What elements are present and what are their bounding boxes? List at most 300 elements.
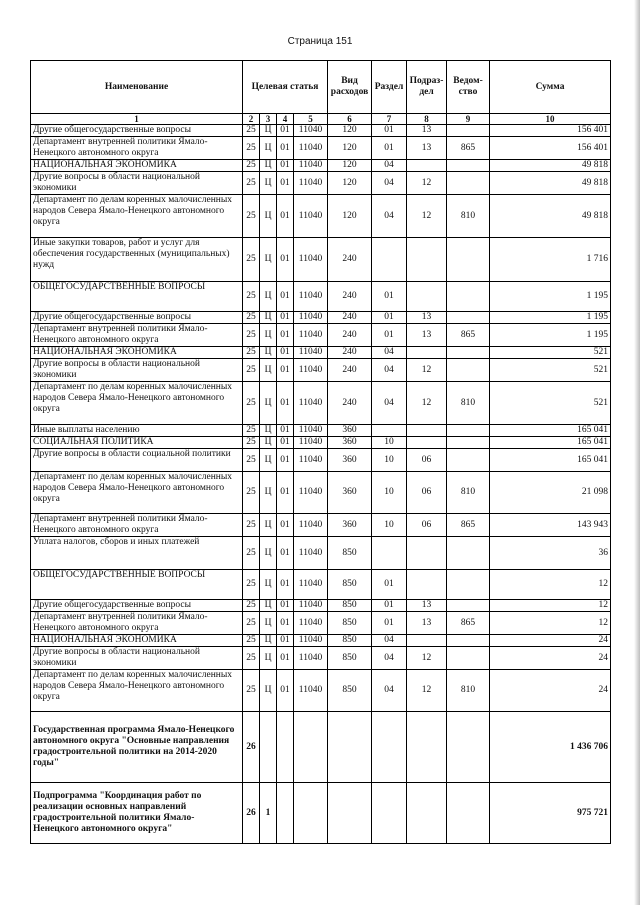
row-code-cell: Ц (260, 537, 277, 570)
row-code-cell: 11040 (294, 125, 328, 137)
row-code-cell: 12 (407, 359, 447, 382)
row-code-cell: 25 (243, 238, 260, 282)
row-code-cell (260, 712, 277, 783)
header-subsection: Подраз- дел (407, 61, 447, 114)
row-code-cell: 850 (328, 537, 372, 570)
row-code-cell (447, 172, 490, 195)
row-code-cell: Ц (260, 514, 277, 537)
row-code-cell: 11040 (294, 137, 328, 160)
row-name-cell: Департамент по делам коренных малочисленных народов Севера Ямало-Ненецкого автономного округа (31, 195, 243, 238)
row-code-cell: 11040 (294, 172, 328, 195)
row-name-cell: Иные выплаты населению (31, 425, 243, 437)
row-name-cell: НАЦИОНАЛЬНАЯ ЭКОНОМИКА (31, 347, 243, 359)
row-code-cell: 04 (372, 359, 407, 382)
row-name-cell: Иные закупки товаров, работ и услуг для обеспечения государственных (муниципальных) нужд (31, 238, 243, 282)
row-code-cell: 06 (407, 514, 447, 537)
row-code-cell: 25 (243, 670, 260, 712)
row-sum-cell: 165 041 (490, 425, 611, 437)
row-code-cell: 01 (372, 600, 407, 612)
row-name-cell: Подпрограмма "Координация работ по реализации основных направлений градостроительной политики Ямало-Ненецкого автономного округа" (31, 783, 243, 844)
row-code-cell: 01 (277, 425, 294, 437)
row-code-cell: Ц (260, 137, 277, 160)
row-code-cell: 10 (372, 449, 407, 472)
table-row (31, 382, 611, 425)
row-code-cell: 01 (277, 137, 294, 160)
row-sum-cell: 1 195 (490, 324, 611, 347)
row-code-cell: 25 (243, 160, 260, 172)
row-sum-cell: 49 818 (490, 160, 611, 172)
row-sum-cell: 156 401 (490, 125, 611, 137)
row-code-cell: 01 (277, 195, 294, 238)
row-sum-cell: 521 (490, 359, 611, 382)
row-code-cell: 11040 (294, 472, 328, 514)
row-code-cell: 01 (277, 347, 294, 359)
table-row (31, 359, 611, 382)
row-code-cell: 240 (328, 282, 372, 312)
row-code-cell: Ц (260, 282, 277, 312)
row-code-cell: 25 (243, 359, 260, 382)
row-code-cell: 01 (277, 282, 294, 312)
row-code-cell: 11040 (294, 359, 328, 382)
table-row (31, 437, 611, 449)
row-name-cell: НАЦИОНАЛЬНАЯ ЭКОНОМИКА (31, 160, 243, 172)
row-sum-cell: 156 401 (490, 137, 611, 160)
row-code-cell (372, 425, 407, 437)
row-code-cell: 25 (243, 347, 260, 359)
row-code-cell (407, 238, 447, 282)
budget-table (30, 60, 611, 844)
row-sum-cell: 1 436 706 (490, 712, 611, 783)
row-sum-cell: 975 721 (490, 783, 611, 844)
row-sum-cell: 1 195 (490, 312, 611, 324)
row-code-cell: 120 (328, 195, 372, 238)
page-header: Страница 151 (287, 36, 353, 47)
header-expense-type: Вид расходов (328, 61, 372, 114)
row-code-cell: 01 (277, 472, 294, 514)
row-sum-cell: 143 943 (490, 514, 611, 537)
row-code-cell (372, 238, 407, 282)
row-code-cell: Ц (260, 312, 277, 324)
row-name-cell: Другие вопросы в области национальной экономики (31, 172, 243, 195)
row-code-cell (447, 537, 490, 570)
row-code-cell: 810 (447, 472, 490, 514)
row-code-cell: 12 (407, 647, 447, 670)
row-code-cell: 1 (260, 783, 277, 844)
row-code-cell: 360 (328, 425, 372, 437)
row-name-cell: Другие вопросы в области национальной экономики (31, 647, 243, 670)
row-sum-cell: 49 818 (490, 172, 611, 195)
column-number: 9 (447, 114, 490, 125)
table-row (31, 635, 611, 647)
row-name-cell: Департамент внутренней политики Ямало-Ненецкого автономного округа (31, 137, 243, 160)
row-code-cell: 06 (407, 472, 447, 514)
row-code-cell (447, 712, 490, 783)
row-code-cell (407, 437, 447, 449)
row-code-cell: 01 (277, 437, 294, 449)
row-code-cell (372, 537, 407, 570)
row-sum-cell: 1 195 (490, 282, 611, 312)
row-code-cell: 11040 (294, 612, 328, 635)
row-code-cell: 240 (328, 359, 372, 382)
row-code-cell: 26 (243, 783, 260, 844)
row-code-cell: 240 (328, 382, 372, 425)
row-code-cell: 01 (372, 324, 407, 347)
row-code-cell: 810 (447, 195, 490, 238)
row-code-cell: 360 (328, 449, 372, 472)
row-code-cell: Ц (260, 359, 277, 382)
row-code-cell (447, 600, 490, 612)
row-code-cell (407, 160, 447, 172)
row-code-cell: 11040 (294, 195, 328, 238)
row-code-cell (447, 160, 490, 172)
row-code-cell: 240 (328, 324, 372, 347)
row-code-cell: 13 (407, 312, 447, 324)
row-code-cell (372, 712, 407, 783)
row-code-cell: 810 (447, 382, 490, 425)
table-row (31, 449, 611, 472)
row-code-cell: 11040 (294, 282, 328, 312)
row-name-cell: Другие общегосударственные вопросы (31, 125, 243, 137)
row-code-cell: 11040 (294, 670, 328, 712)
table-row (31, 160, 611, 172)
row-code-cell: Ц (260, 425, 277, 437)
row-code-cell (294, 712, 328, 783)
row-code-cell: 25 (243, 437, 260, 449)
row-name-cell: Департамент по делам коренных малочисленных народов Севера Ямало-Ненецкого автономного округа (31, 670, 243, 712)
row-code-cell: 360 (328, 472, 372, 514)
row-code-cell (447, 282, 490, 312)
row-code-cell: 11040 (294, 324, 328, 347)
table-row (31, 647, 611, 670)
row-code-cell: 01 (372, 612, 407, 635)
header-department: Ведом- ство (447, 61, 490, 114)
row-code-cell: 01 (277, 160, 294, 172)
row-code-cell: 11040 (294, 425, 328, 437)
header-target-article: Целевая статья (243, 61, 328, 114)
table-row (31, 570, 611, 600)
row-name-cell: СОЦИАЛЬНАЯ ПОЛИТИКА (31, 437, 243, 449)
row-code-cell: 01 (277, 635, 294, 647)
row-code-cell: 25 (243, 570, 260, 600)
row-code-cell: 10 (372, 472, 407, 514)
row-name-cell: Департамент по делам коренных малочисленных народов Севера Ямало-Ненецкого автономного округа (31, 472, 243, 514)
row-code-cell: 11040 (294, 347, 328, 359)
row-name-cell: Другие вопросы в области социальной политики (31, 449, 243, 472)
row-code-cell: Ц (260, 670, 277, 712)
table-row (31, 537, 611, 570)
row-code-cell (407, 783, 447, 844)
column-number: 10 (490, 114, 611, 125)
row-code-cell: Ц (260, 647, 277, 670)
row-code-cell: Ц (260, 612, 277, 635)
row-code-cell: 13 (407, 324, 447, 347)
row-code-cell (447, 425, 490, 437)
column-number: 1 (31, 114, 243, 125)
row-name-cell: Уплата налогов, сборов и иных платежей (31, 537, 243, 570)
row-code-cell: 10 (372, 514, 407, 537)
row-code-cell: Ц (260, 125, 277, 137)
row-code-cell (447, 635, 490, 647)
header-sum: Сумма (490, 61, 611, 114)
row-code-cell: 25 (243, 382, 260, 425)
row-code-cell: Ц (260, 449, 277, 472)
row-code-cell: 01 (277, 125, 294, 137)
row-code-cell: 865 (447, 324, 490, 347)
row-code-cell: 13 (407, 137, 447, 160)
row-code-cell: 25 (243, 537, 260, 570)
row-name-cell: ОБЩЕГОСУДАРСТВЕННЫЕ ВОПРОСЫ (31, 282, 243, 312)
row-sum-cell: 24 (490, 647, 611, 670)
row-code-cell: 26 (243, 712, 260, 783)
row-code-cell: 01 (372, 282, 407, 312)
row-code-cell: 11040 (294, 635, 328, 647)
row-code-cell: 11040 (294, 600, 328, 612)
row-code-cell (407, 282, 447, 312)
row-code-cell: 25 (243, 282, 260, 312)
row-code-cell: 240 (328, 312, 372, 324)
row-code-cell: 01 (372, 137, 407, 160)
row-code-cell: 11040 (294, 537, 328, 570)
column-number: 6 (328, 114, 372, 125)
header-name: Наименование (31, 61, 243, 114)
row-code-cell: 850 (328, 635, 372, 647)
row-code-cell: Ц (260, 347, 277, 359)
table-row (31, 425, 611, 437)
row-code-cell: 25 (243, 600, 260, 612)
row-code-cell (407, 635, 447, 647)
row-code-cell: Ц (260, 160, 277, 172)
row-code-cell (447, 449, 490, 472)
row-name-cell: Государственная программа Ямало-Ненецкого автономного округа "Основные направления градостроительной политики на 2014-2020 годы" (31, 712, 243, 783)
row-sum-cell: 12 (490, 612, 611, 635)
header-section: Раздел (372, 61, 407, 114)
row-name-cell: Другие общегосударственные вопросы (31, 600, 243, 612)
row-code-cell: 13 (407, 600, 447, 612)
row-name-cell: Департамент внутренней политики Ямало-Ненецкого автономного округа (31, 612, 243, 635)
row-code-cell: 810 (447, 670, 490, 712)
row-code-cell: 01 (277, 570, 294, 600)
row-code-cell: 25 (243, 612, 260, 635)
table-row (31, 600, 611, 612)
row-code-cell: 12 (407, 195, 447, 238)
row-code-cell: 25 (243, 324, 260, 347)
row-sum-cell: 1 716 (490, 238, 611, 282)
row-name-cell: Другие вопросы в области национальной экономики (31, 359, 243, 382)
table-row (31, 282, 611, 312)
row-code-cell: 850 (328, 600, 372, 612)
row-code-cell: Ц (260, 570, 277, 600)
row-code-cell (407, 425, 447, 437)
table-row (31, 472, 611, 514)
row-code-cell: 25 (243, 449, 260, 472)
row-code-cell: 04 (372, 670, 407, 712)
row-code-cell: 12 (407, 670, 447, 712)
row-code-cell: 01 (277, 537, 294, 570)
row-sum-cell: 12 (490, 570, 611, 600)
row-code-cell: 01 (277, 238, 294, 282)
row-code-cell (407, 712, 447, 783)
row-code-cell: 01 (277, 382, 294, 425)
row-sum-cell: 165 041 (490, 437, 611, 449)
table-row (31, 324, 611, 347)
column-number: 8 (407, 114, 447, 125)
row-code-cell: 11040 (294, 382, 328, 425)
row-code-cell: 360 (328, 437, 372, 449)
table-row (31, 137, 611, 160)
table-body (31, 125, 611, 844)
table-row (31, 347, 611, 359)
row-code-cell (328, 783, 372, 844)
row-sum-cell: 12 (490, 600, 611, 612)
row-code-cell: 10 (372, 437, 407, 449)
row-code-cell: Ц (260, 635, 277, 647)
table-row (31, 670, 611, 712)
row-code-cell (407, 570, 447, 600)
table-row (31, 125, 611, 137)
row-code-cell: 13 (407, 125, 447, 137)
row-code-cell: 11040 (294, 160, 328, 172)
row-sum-cell: 521 (490, 347, 611, 359)
row-sum-cell: 24 (490, 670, 611, 712)
row-code-cell: 11040 (294, 238, 328, 282)
row-name-cell: Департамент внутренней политики Ямало-Ненецкого автономного округа (31, 514, 243, 537)
row-code-cell: Ц (260, 472, 277, 514)
row-code-cell: 240 (328, 347, 372, 359)
row-code-cell: 865 (447, 137, 490, 160)
row-code-cell: 04 (372, 172, 407, 195)
row-code-cell: 865 (447, 514, 490, 537)
table-row (31, 195, 611, 238)
row-code-cell: Ц (260, 324, 277, 347)
row-code-cell: Ц (260, 238, 277, 282)
row-code-cell (447, 238, 490, 282)
row-code-cell: 04 (372, 347, 407, 359)
row-code-cell (447, 783, 490, 844)
row-code-cell: 25 (243, 137, 260, 160)
row-code-cell: 25 (243, 425, 260, 437)
row-code-cell: 865 (447, 612, 490, 635)
column-number: 3 (260, 114, 277, 125)
row-code-cell: 01 (277, 449, 294, 472)
row-code-cell: 850 (328, 612, 372, 635)
table-row (31, 172, 611, 195)
row-code-cell: 01 (277, 600, 294, 612)
row-code-cell: 01 (277, 647, 294, 670)
row-code-cell: Ц (260, 437, 277, 449)
row-code-cell: 240 (328, 238, 372, 282)
row-code-cell (277, 783, 294, 844)
row-code-cell: 04 (372, 382, 407, 425)
row-code-cell (372, 783, 407, 844)
row-code-cell (447, 647, 490, 670)
row-sum-cell: 521 (490, 382, 611, 425)
row-code-cell (447, 347, 490, 359)
row-code-cell: 06 (407, 449, 447, 472)
row-code-cell: 11040 (294, 312, 328, 324)
row-code-cell: 25 (243, 472, 260, 514)
row-code-cell: 25 (243, 647, 260, 670)
table-header-row (31, 61, 611, 114)
column-number-row (31, 114, 611, 125)
row-code-cell: 850 (328, 647, 372, 670)
row-name-cell: Другие общегосударственные вопросы (31, 312, 243, 324)
row-code-cell: 11040 (294, 449, 328, 472)
row-sum-cell: 49 818 (490, 195, 611, 238)
row-code-cell: 01 (277, 172, 294, 195)
row-code-cell: 04 (372, 647, 407, 670)
row-code-cell: 01 (372, 312, 407, 324)
row-code-cell (447, 437, 490, 449)
row-sum-cell: 36 (490, 537, 611, 570)
row-code-cell: 01 (277, 514, 294, 537)
row-code-cell: 11040 (294, 514, 328, 537)
row-code-cell: 11040 (294, 647, 328, 670)
row-name-cell: Департамент по делам коренных малочисленных народов Севера Ямало-Ненецкого автономного округа (31, 382, 243, 425)
row-sum-cell: 24 (490, 635, 611, 647)
row-code-cell (407, 347, 447, 359)
row-sum-cell: 21 098 (490, 472, 611, 514)
row-code-cell: 850 (328, 570, 372, 600)
table-row (31, 783, 611, 844)
row-code-cell: Ц (260, 600, 277, 612)
row-code-cell: 12 (407, 172, 447, 195)
row-code-cell: 120 (328, 137, 372, 160)
table-row (31, 312, 611, 324)
column-number: 7 (372, 114, 407, 125)
page-edge-shadow (634, 0, 640, 905)
column-number: 2 (243, 114, 260, 125)
row-code-cell: Ц (260, 195, 277, 238)
row-code-cell: 120 (328, 125, 372, 137)
row-code-cell: 04 (372, 635, 407, 647)
row-code-cell: 25 (243, 195, 260, 238)
row-code-cell (277, 712, 294, 783)
row-code-cell: Ц (260, 382, 277, 425)
row-code-cell: 04 (372, 160, 407, 172)
table-row (31, 514, 611, 537)
row-name-cell: Департамент внутренней политики Ямало-Ненецкого автономного округа (31, 324, 243, 347)
row-code-cell (328, 712, 372, 783)
row-code-cell: 12 (407, 382, 447, 425)
row-code-cell: 850 (328, 670, 372, 712)
row-code-cell: 01 (277, 324, 294, 347)
row-code-cell: 01 (372, 570, 407, 600)
row-code-cell (447, 125, 490, 137)
row-code-cell (294, 783, 328, 844)
row-code-cell: 25 (243, 172, 260, 195)
row-code-cell: Ц (260, 172, 277, 195)
row-code-cell: 25 (243, 312, 260, 324)
row-code-cell: 25 (243, 125, 260, 137)
row-code-cell: 01 (277, 670, 294, 712)
table-row (31, 712, 611, 783)
row-code-cell (447, 359, 490, 382)
row-name-cell: ОБЩЕГОСУДАРСТВЕННЫЕ ВОПРОСЫ (31, 570, 243, 600)
column-number: 4 (277, 114, 294, 125)
row-code-cell: 25 (243, 635, 260, 647)
row-code-cell: 11040 (294, 437, 328, 449)
row-code-cell (447, 312, 490, 324)
table-row (31, 238, 611, 282)
row-code-cell: 25 (243, 514, 260, 537)
row-sum-cell: 165 041 (490, 449, 611, 472)
row-code-cell (407, 537, 447, 570)
table-row (31, 612, 611, 635)
row-code-cell: 01 (277, 359, 294, 382)
row-code-cell: 04 (372, 195, 407, 238)
row-code-cell: 01 (277, 312, 294, 324)
row-code-cell (447, 570, 490, 600)
